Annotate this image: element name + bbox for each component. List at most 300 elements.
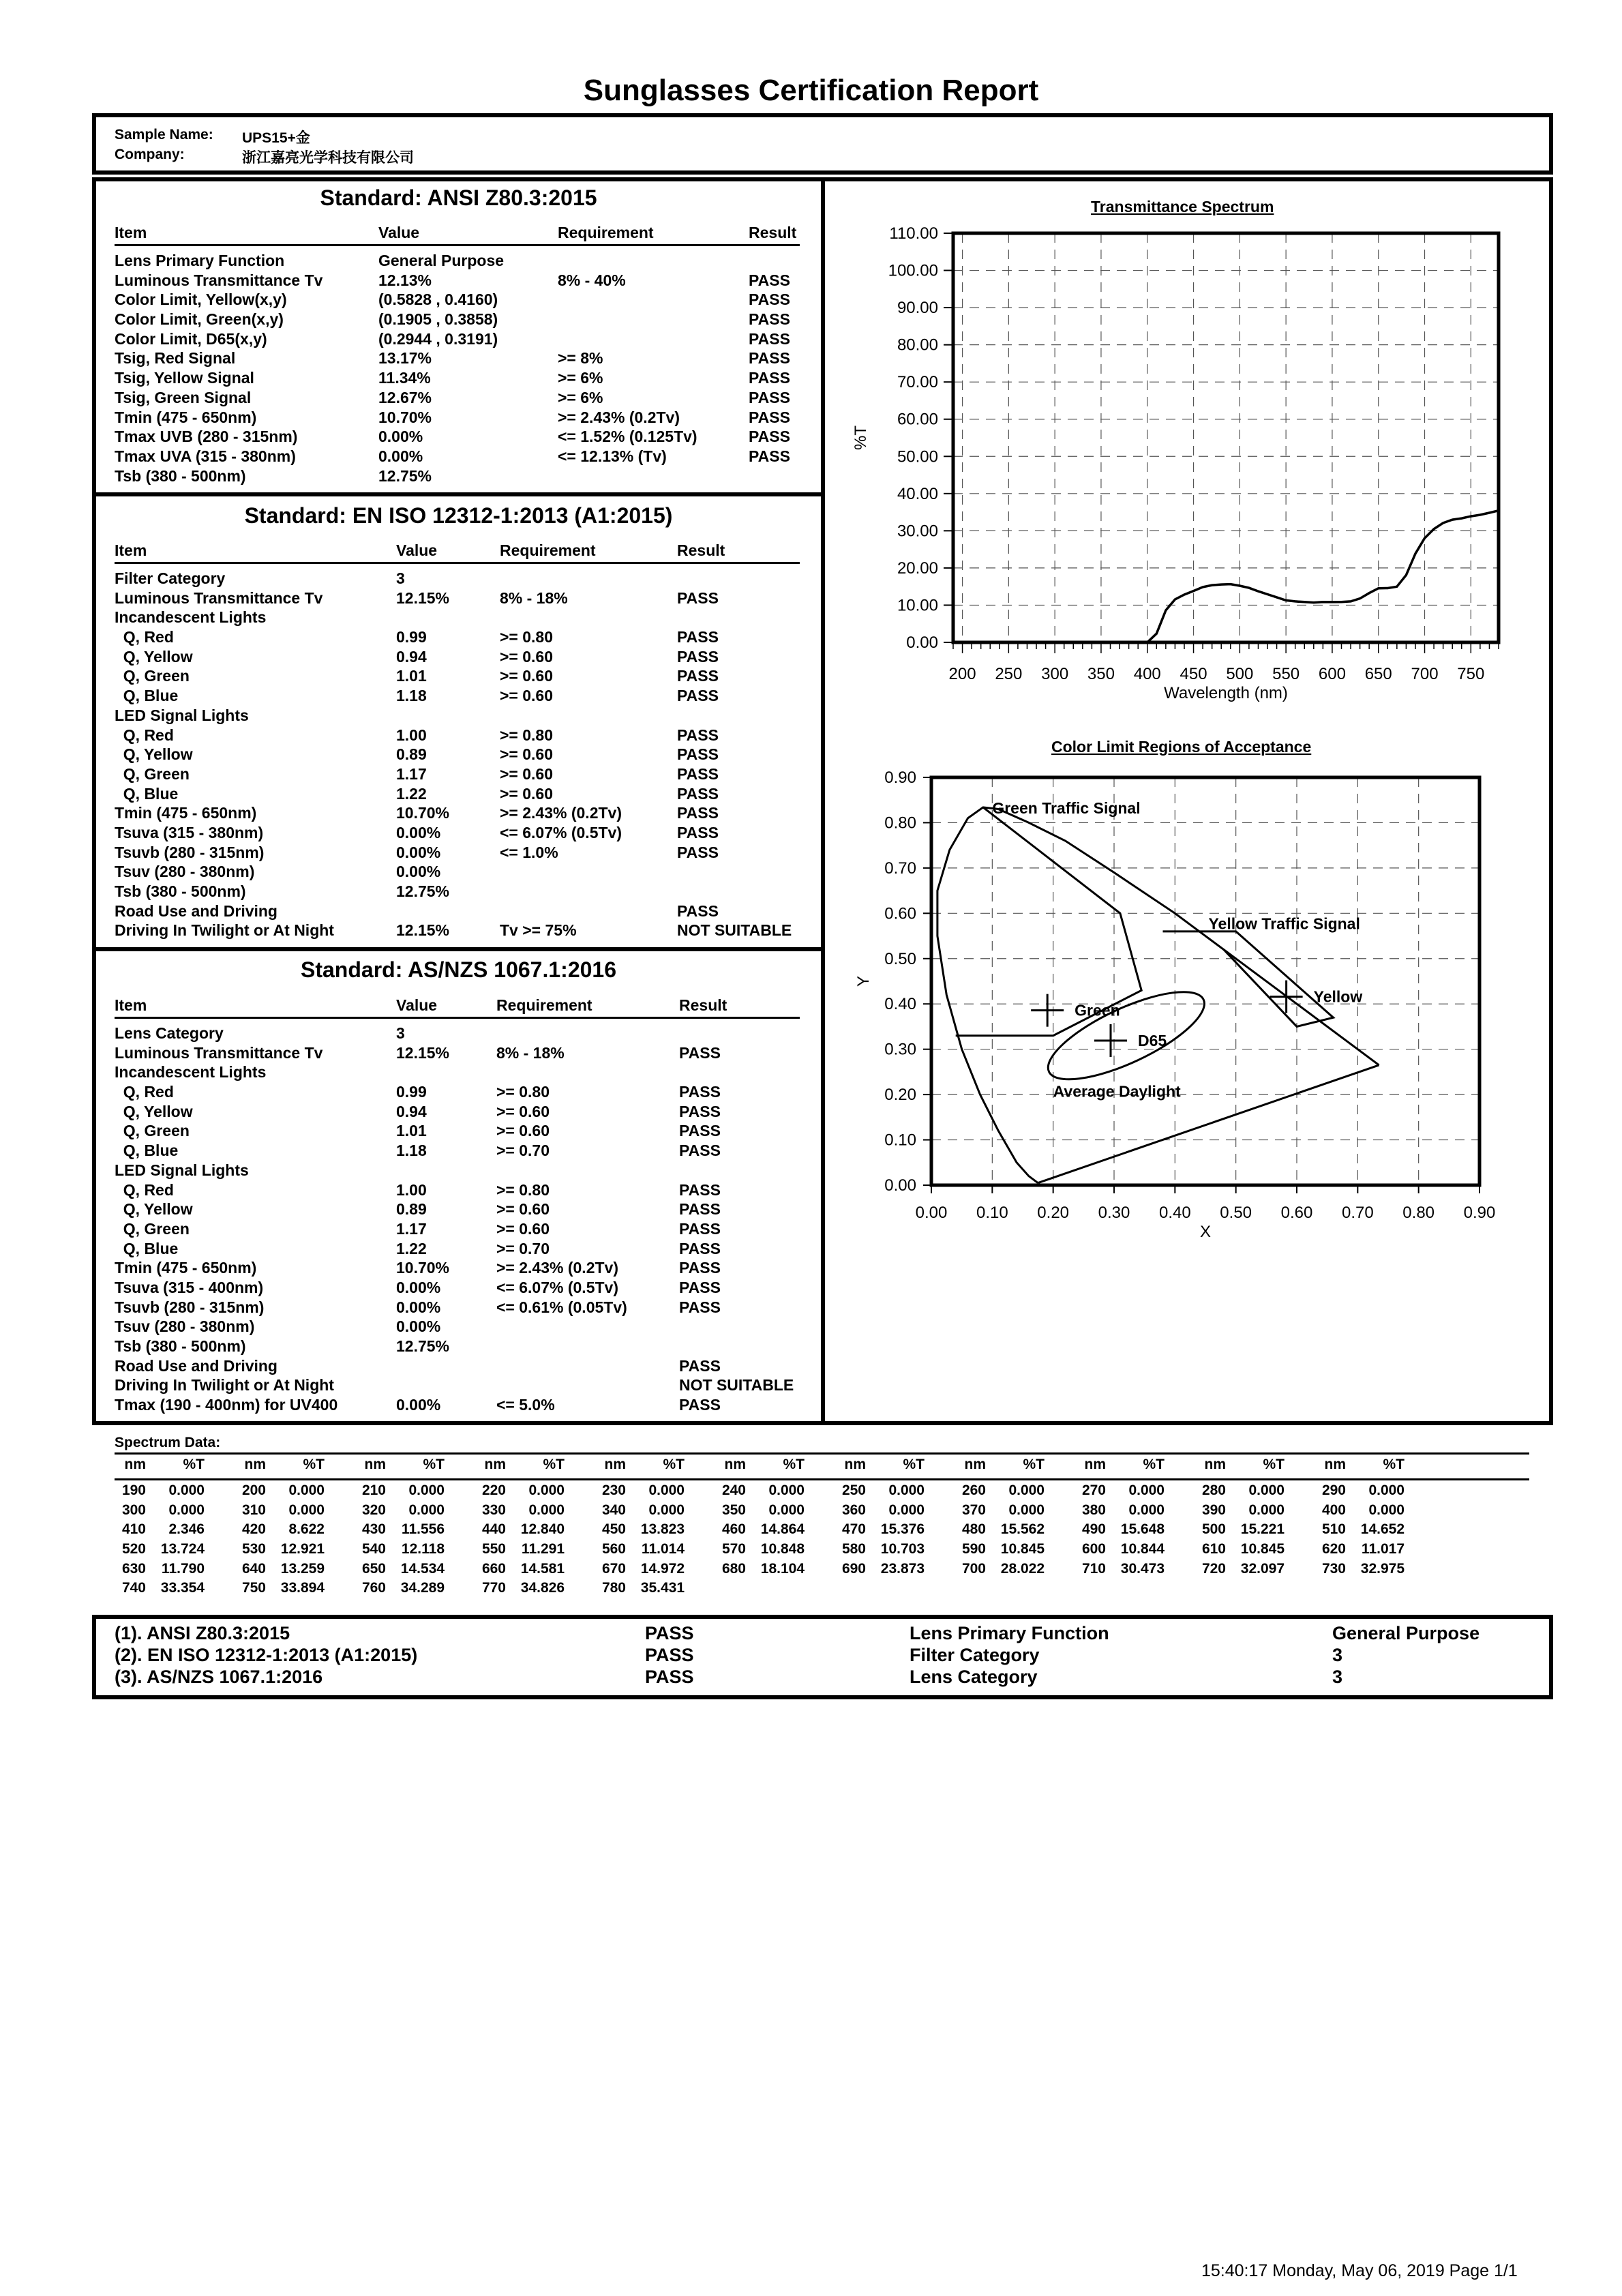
table-row	[115, 745, 800, 765]
table-cell: 1.00	[396, 1180, 427, 1199]
spectrum-cell: 33.894	[280, 1580, 325, 1596]
spectrum-cell: 680	[721, 1560, 746, 1577]
spectrum-cell: 720	[1201, 1560, 1226, 1577]
table-cell: PASS	[677, 784, 719, 803]
table-cell: 12.67%	[378, 388, 432, 406]
column-header: Item	[115, 541, 147, 559]
spectrum-cell: 540	[361, 1541, 386, 1557]
table-cell: >= 0.60	[496, 1200, 550, 1219]
spectrum-cell: 11.017	[1361, 1541, 1405, 1557]
table-cell: Tmin (475 - 650nm)	[115, 804, 257, 822]
x-tick-label: 350	[1087, 665, 1115, 683]
spectrum-cell: 0.000	[168, 1502, 205, 1518]
table-cell: Color Limit, Green(x,y)	[115, 310, 284, 329]
table-row	[115, 1298, 800, 1318]
table-cell: >= 0.60	[496, 1219, 550, 1238]
table-cell: 13.17%	[378, 349, 432, 368]
table-cell: Road Use and Driving	[115, 1356, 277, 1375]
table-header	[115, 541, 800, 564]
table-cell: Luminous Transmittance Tv	[115, 588, 323, 607]
summary-cell: 3	[1332, 1667, 1343, 1687]
summary-cell: Lens Category	[910, 1667, 1038, 1687]
table-cell: PASS	[677, 588, 719, 607]
column-header: Value	[378, 224, 420, 241]
spectrum-cell: 630	[121, 1560, 146, 1577]
summary-cell: (2). EN ISO 12312-1:2013 (A1:2015)	[115, 1645, 418, 1665]
table-row	[115, 1161, 800, 1181]
spectrum-header-cell: %T	[903, 1457, 925, 1472]
table-cell: General Purpose	[378, 252, 505, 269]
table-row	[115, 1259, 800, 1279]
table-cell: 11.34%	[378, 369, 431, 387]
table-cell: PASS	[677, 745, 719, 764]
spectrum-header-cell: nm	[604, 1457, 626, 1472]
spectrum-cell: 450	[601, 1521, 626, 1538]
spectrum-cell: 190	[121, 1482, 146, 1498]
table-row	[115, 902, 800, 922]
sample-name-label: Sample Name:	[115, 127, 213, 143]
spectrum-cell: 640	[241, 1560, 266, 1577]
spectrum-cell: 0.000	[528, 1502, 565, 1518]
spectrum-header-cell: %T	[303, 1457, 325, 1472]
y-tick-label: 40.00	[897, 484, 938, 503]
table-cell: PASS	[677, 687, 719, 705]
table-cell: Lens Category	[115, 1024, 224, 1042]
y-tick-label: 0.90	[884, 769, 916, 787]
x-axis-label: Wavelength (nm)	[1164, 684, 1288, 702]
table-cell: LED Signal Lights	[115, 706, 249, 724]
table-row	[115, 706, 800, 726]
y-tick-label: 50.00	[897, 447, 938, 466]
column-header: Value	[396, 996, 438, 1014]
spectrum-cell: 10.845	[1000, 1541, 1045, 1557]
x-tick-label: 0.40	[1158, 1204, 1191, 1222]
table-cell: PASS	[679, 1298, 721, 1316]
table-cell: PASS	[677, 823, 719, 841]
x-tick-label: 0.20	[1037, 1204, 1070, 1222]
table-row	[115, 1200, 800, 1220]
table-cell: Road Use and Driving	[115, 901, 277, 920]
spectrum-cell: 530	[241, 1541, 266, 1557]
table-cell: 0.00%	[396, 823, 441, 841]
x-tick-label: 0.60	[1280, 1204, 1313, 1222]
page-footer: 15:40:17 Monday, May 06, 2019 Page 1/1	[1201, 2261, 1518, 2280]
table-row	[115, 349, 800, 369]
column-header: Result	[749, 224, 797, 241]
table-cell: Tmax (190 - 400nm) for UV400	[115, 1396, 338, 1414]
spectrum-cell: 11.790	[161, 1560, 205, 1577]
table-row	[115, 1122, 800, 1142]
column-header: Item	[115, 996, 147, 1014]
point-label: Yellow	[1313, 987, 1363, 1006]
spectrum-cell: 11.291	[521, 1541, 565, 1557]
spectrum-header-cell: nm	[724, 1457, 746, 1472]
color-limit-chart	[845, 757, 1527, 1262]
table-row	[115, 1396, 800, 1416]
table-cell: PASS	[749, 447, 790, 465]
spectrum-cell: 500	[1201, 1521, 1226, 1538]
table-cell: PASS	[679, 1122, 721, 1140]
region-label: Yellow Traffic Signal	[1208, 914, 1360, 933]
spectrum-cell: 350	[721, 1502, 746, 1518]
summary-cell: Lens Primary Function	[910, 1623, 1109, 1643]
x-tick-label: 0.30	[1098, 1204, 1130, 1222]
x-tick-label: 0.10	[976, 1204, 1008, 1222]
table-cell: Q, Blue	[115, 784, 179, 803]
table-cell: Tmax UVA (315 - 380nm)	[115, 447, 296, 465]
ansi-table	[115, 224, 800, 486]
spectrum-cell: 30.473	[1120, 1560, 1165, 1577]
table-cell: >= 0.60	[500, 764, 554, 783]
table-cell: Q, Blue	[115, 1239, 179, 1257]
spectrum-cell: 32.975	[1360, 1560, 1405, 1577]
table-cell: PASS	[679, 1102, 721, 1120]
table-row	[115, 628, 800, 648]
summary-row	[115, 1645, 1533, 1667]
en-table	[115, 541, 800, 941]
table-cell: NOT SUITABLE	[677, 921, 792, 940]
table-cell: PASS	[677, 726, 719, 744]
spectrum-cell: 0.000	[648, 1502, 685, 1518]
table-row	[115, 589, 800, 609]
spectrum-cell: 28.022	[1000, 1560, 1045, 1577]
table-cell: Luminous Transmittance Tv	[115, 271, 323, 289]
table-cell: Color Limit, Yellow(x,y)	[115, 290, 287, 309]
region-label: Average Daylight	[1053, 1082, 1181, 1101]
table-cell: >= 2.43% (0.2Tv)	[558, 408, 680, 426]
x-tick-label: 300	[1041, 665, 1069, 683]
summary-cell: 3	[1332, 1645, 1343, 1665]
table-cell: PASS	[677, 628, 719, 646]
y-tick-label: 80.00	[897, 336, 938, 355]
spectrum-cell: 34.289	[400, 1580, 445, 1596]
spectrum-cell: 400	[1321, 1502, 1346, 1518]
table-cell: 3	[396, 1024, 405, 1042]
x-tick-label: 700	[1411, 665, 1439, 683]
table-cell: Tsuva (315 - 380nm)	[115, 823, 264, 841]
table-cell: 0.99	[396, 628, 427, 646]
table-row	[115, 408, 800, 428]
y-tick-label: 0.20	[884, 1086, 916, 1105]
spectrum-cell: 650	[361, 1560, 386, 1577]
table-cell: 12.75%	[396, 882, 450, 900]
spectrum-cell: 480	[961, 1521, 986, 1538]
spectrum-cell: 380	[1081, 1502, 1106, 1518]
table-row	[115, 1024, 800, 1044]
spectrum-header-cell: nm	[244, 1457, 266, 1472]
spectrum-cell: 11.014	[641, 1541, 685, 1557]
spectrum-cell: 410	[121, 1521, 146, 1538]
table-cell: >= 6%	[558, 369, 603, 387]
table-cell: Tsuva (315 - 400nm)	[115, 1278, 264, 1296]
table-row	[115, 428, 800, 447]
spectrum-cell: 0.000	[1248, 1502, 1285, 1518]
table-row	[115, 1103, 800, 1122]
table-cell: >= 0.80	[496, 1083, 550, 1101]
table-row	[115, 687, 800, 706]
spectrum-cell: 12.840	[520, 1521, 565, 1538]
table-cell: PASS	[749, 408, 790, 426]
region-label: Green Traffic Signal	[992, 799, 1141, 818]
spectrum-cell: 0.000	[408, 1502, 445, 1518]
table-cell: Q, Green	[115, 667, 190, 685]
spectrum-cell: 0.000	[1368, 1502, 1405, 1518]
table-row	[115, 785, 800, 805]
spectrum-cell: 470	[841, 1521, 866, 1538]
spectrum-cell: 340	[601, 1502, 626, 1518]
table-row	[115, 252, 800, 271]
spectrum-header-cell: nm	[964, 1457, 986, 1472]
table-cell: 0.99	[396, 1083, 427, 1101]
table-cell: 12.75%	[378, 466, 432, 485]
spectrum-cell: 0.000	[408, 1482, 445, 1498]
en-title: Standard: EN ISO 12312-1:2013 (A1:2015)	[244, 503, 673, 528]
spectrum-cell: 740	[121, 1580, 146, 1596]
table-cell: >= 0.60	[500, 687, 554, 705]
table-cell: 8% - 18%	[500, 588, 568, 607]
table-cell: Q, Blue	[115, 1142, 179, 1160]
table-row	[115, 608, 800, 628]
spectrum-cell: 15.648	[1120, 1521, 1165, 1538]
x-tick-label: 0.70	[1341, 1204, 1374, 1222]
spectrum-cell: 520	[121, 1541, 146, 1557]
table-row	[115, 1337, 800, 1357]
spectrum-cell: 10.703	[880, 1541, 925, 1557]
table-cell: 8% - 40%	[558, 271, 626, 289]
x-tick-label: 250	[995, 665, 1023, 683]
table-cell: >= 0.60	[496, 1122, 550, 1140]
table-cell: NOT SUITABLE	[679, 1376, 794, 1395]
spectrum-cell: 440	[481, 1521, 506, 1538]
table-cell: PASS	[679, 1259, 721, 1277]
table-cell: PASS	[749, 369, 790, 387]
spectrum-cell: 0.000	[168, 1482, 205, 1498]
spectrum-cell: 15.376	[880, 1521, 925, 1538]
table-cell: Q, Yellow	[115, 1200, 193, 1219]
table-cell: PASS	[679, 1200, 721, 1219]
x-tick-label: 500	[1226, 665, 1254, 683]
spectrum-header-cell: nm	[1324, 1457, 1346, 1472]
table-cell: Q, Green	[115, 1122, 190, 1140]
spectrum-cell: 0.000	[888, 1482, 925, 1498]
table-row	[115, 765, 800, 785]
table-cell: Tsb (380 - 500nm)	[115, 882, 246, 900]
x-tick-label: 0.80	[1402, 1204, 1435, 1222]
table-cell: PASS	[749, 290, 790, 309]
spectrum-cell: 510	[1321, 1521, 1346, 1538]
table-cell: >= 2.43% (0.2Tv)	[496, 1259, 618, 1277]
spectrum-cell: 620	[1321, 1541, 1346, 1557]
spectrum-header-cell: %T	[1263, 1457, 1285, 1472]
table-cell: <= 1.0%	[500, 843, 558, 861]
spectrum-cell: 12.118	[401, 1541, 445, 1557]
column-header: Requirement	[558, 224, 654, 241]
table-row	[115, 648, 800, 668]
table-cell: Driving In Twilight or At Night	[115, 921, 334, 940]
table-cell: Tsb (380 - 500nm)	[115, 466, 246, 485]
table-cell: Q, Green	[115, 1219, 190, 1238]
table-cell: 0.00%	[396, 1396, 441, 1414]
spectrum-cell: 10.848	[760, 1541, 805, 1557]
spectrum-cell: 0.000	[528, 1482, 565, 1498]
spectrum-cell: 200	[241, 1482, 266, 1498]
table-cell: 0.00%	[396, 1317, 441, 1336]
spectrum-cell: 730	[1321, 1560, 1346, 1577]
table-row	[115, 863, 800, 882]
y-tick-label: 0.30	[884, 1040, 916, 1059]
y-tick-label: 0.00	[906, 633, 938, 652]
table-row	[115, 447, 800, 467]
table-row	[115, 389, 800, 408]
spectrum-cell: 690	[841, 1560, 866, 1577]
table-cell: 0.00%	[396, 1278, 441, 1296]
table-cell: PASS	[749, 349, 790, 368]
table-cell: 0.00%	[396, 843, 441, 861]
table-cell: PASS	[677, 764, 719, 783]
table-cell: <= 5.0%	[496, 1396, 555, 1414]
table-cell: Tmax UVB (280 - 315nm)	[115, 428, 298, 446]
table-cell: <= 0.61% (0.05Tv)	[496, 1298, 627, 1316]
y-tick-label: 30.00	[897, 522, 938, 541]
table-cell: 8% - 18%	[496, 1043, 565, 1062]
table-cell: (0.1905 , 0.3858)	[378, 310, 498, 329]
x-tick-label: 200	[948, 665, 976, 683]
table-row	[115, 667, 800, 687]
spectrum-cell: 490	[1081, 1521, 1106, 1538]
x-tick-label: 550	[1272, 665, 1300, 683]
table-cell: Q, Red	[115, 628, 174, 646]
table-cell: Luminous Transmittance Tv	[115, 1043, 323, 1062]
table-cell: 3	[396, 569, 405, 587]
table-cell: 1.18	[396, 1142, 427, 1160]
table-row	[115, 290, 800, 310]
table-cell: Incandescent Lights	[115, 608, 267, 627]
spectrum-cell: 12.921	[280, 1541, 325, 1557]
spectrum-cell: 750	[241, 1580, 266, 1596]
table-cell: 12.15%	[396, 588, 450, 607]
summary-cell: PASS	[645, 1645, 694, 1665]
spectrum-cell: 770	[481, 1580, 506, 1596]
y-tick-label: 0.00	[884, 1176, 916, 1195]
spectrum-cell: 610	[1201, 1541, 1226, 1557]
column-header: Requirement	[496, 996, 592, 1014]
table-cell: >= 2.43% (0.2Tv)	[500, 804, 622, 822]
table-cell: 0.00%	[396, 863, 441, 881]
spectrum-cell: 18.104	[760, 1560, 805, 1577]
divider-en-asnzs	[92, 947, 825, 951]
x-tick-label: 450	[1180, 665, 1207, 683]
table-cell: PASS	[679, 1043, 721, 1062]
table-cell: 10.70%	[396, 804, 450, 822]
y-tick-label: 20.00	[897, 558, 938, 578]
table-row	[115, 1279, 800, 1298]
y-tick-label: 110.00	[889, 224, 938, 243]
spectrum-cell: 0.000	[288, 1482, 325, 1498]
summary-cell: Filter Category	[910, 1645, 1040, 1665]
table-cell: >= 0.60	[500, 647, 554, 666]
y-tick-label: 60.00	[897, 410, 938, 429]
spectrum-cell: 0.000	[768, 1482, 805, 1498]
spectrum-header-rule-bottom	[115, 1478, 1529, 1480]
table-cell: 1.00	[396, 726, 427, 744]
table-cell: 0.00%	[378, 447, 423, 465]
table-cell: Tsig, Green Signal	[115, 388, 252, 406]
table-header	[115, 224, 800, 246]
x-tick-label: 650	[1364, 665, 1392, 683]
table-row	[115, 1083, 800, 1103]
table-cell: Lens Primary Function	[115, 252, 285, 269]
spectrum-cell: 250	[841, 1482, 866, 1498]
spectrum-cell: 550	[481, 1541, 506, 1557]
spectrum-cell: 35.431	[640, 1580, 685, 1596]
table-row	[115, 1357, 800, 1377]
table-cell: 1.01	[396, 667, 427, 685]
table-cell: Tsuv (280 - 380nm)	[115, 1317, 255, 1336]
table-cell: Filter Category	[115, 569, 226, 587]
table-cell: PASS	[679, 1180, 721, 1199]
spectrum-cell: 420	[241, 1521, 266, 1538]
spectrum-cell: 280	[1201, 1482, 1226, 1498]
spectrum-cell: 13.259	[280, 1560, 325, 1577]
spectrum-cell: 780	[601, 1580, 626, 1596]
spectrum-chart	[845, 218, 1527, 709]
table-cell: >= 0.80	[496, 1180, 550, 1199]
table-cell: 1.17	[396, 1219, 427, 1238]
table-cell: Q, Red	[115, 1180, 174, 1199]
table-cell: PASS	[749, 388, 790, 406]
column-header: Result	[677, 541, 725, 559]
table-row	[115, 1220, 800, 1240]
table-cell: <= 6.07% (0.5Tv)	[496, 1278, 618, 1296]
column-header: Item	[115, 224, 147, 241]
table-cell: >= 6%	[558, 388, 603, 406]
average-daylight-region	[1038, 975, 1215, 1097]
spectrum-header-cell: %T	[183, 1457, 205, 1472]
table-row	[115, 804, 800, 824]
asnzs-title: Standard: AS/NZS 1067.1:2016	[301, 957, 616, 982]
table-cell: <= 12.13% (Tv)	[558, 447, 667, 465]
spectrum-cell: 8.622	[288, 1521, 325, 1538]
summary-cell: General Purpose	[1332, 1623, 1480, 1643]
table-row	[115, 726, 800, 746]
column-header: Result	[679, 996, 727, 1014]
table-cell: PASS	[677, 647, 719, 666]
table-cell: Tmin (475 - 650nm)	[115, 408, 257, 426]
table-cell: Q, Blue	[115, 687, 179, 705]
report-title: Sunglasses Certification Report	[583, 74, 1039, 107]
spectrum-cell: 390	[1201, 1502, 1226, 1518]
transmittance-line	[953, 511, 1499, 642]
table-cell: 12.75%	[396, 1337, 450, 1355]
table-row	[115, 824, 800, 844]
spectrum-cell: 10.844	[1120, 1541, 1165, 1557]
point-label: D65	[1137, 1031, 1167, 1049]
summary-cell: PASS	[645, 1623, 694, 1643]
spectrum-cell: 14.534	[400, 1560, 445, 1577]
spectrum-cell: 14.581	[520, 1560, 565, 1577]
y-tick-label: 90.00	[897, 299, 938, 318]
spectrum-cell: 240	[721, 1482, 746, 1498]
table-cell: Q, Red	[115, 1083, 174, 1101]
x-tick-label: 0.00	[915, 1204, 948, 1222]
spectrum-cell: 220	[481, 1482, 506, 1498]
spectrum-cell: 0.000	[648, 1482, 685, 1498]
table-cell: Tsig, Red Signal	[115, 349, 236, 368]
company-label: Company:	[115, 147, 185, 162]
table-row	[115, 569, 800, 589]
divider-spectrum	[92, 1421, 1553, 1425]
spectrum-cell: 0.000	[1128, 1482, 1165, 1498]
